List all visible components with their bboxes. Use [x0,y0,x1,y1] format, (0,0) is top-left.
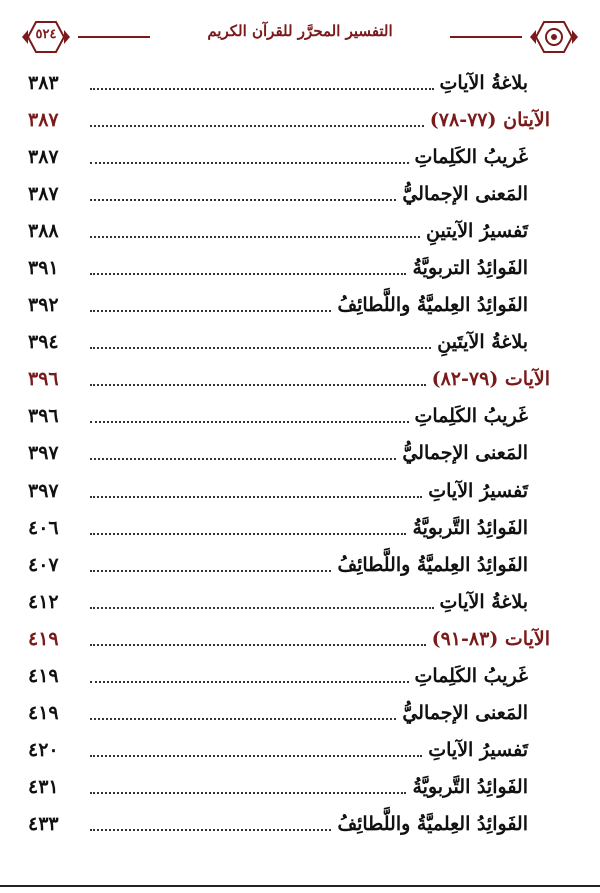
dot-leader [90,199,396,201]
toc-page-number: ٣٩٧ [28,479,59,502]
toc-entry-row [28,583,550,620]
toc-entry-label: الفَوائِدُ العِلميَّةُ واللَّطائِفُ [337,813,528,836]
toc-entry-row [28,658,550,695]
toc-entry-label: غَريبُ الكَلِماتِ [414,665,528,688]
dot-leader [90,347,431,349]
toc-section-row [28,620,550,657]
dot-leader [90,310,331,312]
toc-page-number: ٣٩٦ [28,368,59,391]
page-number: ٥٢٤ [35,27,57,42]
dot-leader [90,718,396,720]
toc-page-number: ٤٠٧ [28,553,59,576]
toc-entry-row [28,806,550,843]
toc-page-number: ٤٣١ [28,776,59,799]
dot-leader [90,644,426,646]
book-title: التفسير المحرَّر للقرآن الكريم [150,22,450,40]
toc-entry-label: المَعنى الإجماليُّ [402,442,528,465]
toc-page-number: ٣٨٧ [28,182,59,205]
dot-leader [90,607,434,609]
dot-leader [90,384,426,386]
dot-leader [90,458,396,460]
toc-page-number: ٣٩٦ [28,405,59,428]
toc-entry-row [28,212,550,249]
toc-entry-label: الفَوائِدُ العِلميَّةُ واللَّطائِفُ [337,294,528,317]
footer-rule [0,885,600,887]
toc-entry-row [28,546,550,583]
toc-entry-label: بلاغةُ الآياتِ [439,590,528,613]
dot-leader [90,162,409,164]
dot-leader [90,792,406,794]
toc-entry-label: غَريبُ الكَلِماتِ [414,145,528,168]
toc-entry-row [28,287,550,324]
toc-entry-label: الفَوائِدُ التربويَّةُ [412,257,528,280]
toc-entry-label: بلاغةُ الآيتَينِ [437,331,528,354]
ornament-flower-icon [528,18,580,56]
page-header [20,18,580,56]
toc-entry-row [28,435,550,472]
toc-page-number: ٣٨٧ [28,145,59,168]
toc-section-row [28,361,550,398]
toc-entry-label: بلاغةُ الآياتِ [439,71,528,94]
toc-entry-row [28,509,550,546]
toc-page-number: ٣٨٣ [28,71,59,94]
toc-page-number: ٤٠٦ [28,516,59,539]
toc-section-row [28,101,550,138]
ornament-right [528,18,580,56]
toc-page-number: ٤١٩ [28,665,59,688]
toc-entry-label: الفَوائِدُ العِلميَّةُ واللَّطائِفُ [337,553,528,576]
toc-entry-label: المَعنى الإجماليُّ [402,182,528,205]
toc-entry-row [28,138,550,175]
toc-entry-row [28,398,550,435]
dot-leader [90,681,409,683]
page-number-ornament [20,18,72,56]
toc-page-number: ٤٢٠ [28,739,59,762]
toc-page-number: ٤١٩ [28,627,59,650]
toc-page-number: ٣٩١ [28,257,59,280]
dot-leader [90,88,434,90]
toc-entry-label: الآيات (٨٣-٩١) [431,627,550,650]
toc-entry-row [28,769,550,806]
toc-entry-label: المَعنى الإجماليُّ [402,702,528,725]
toc-entry-label: تَفسيرُ الآيتينِ [425,219,528,242]
toc-entry-row [28,64,550,101]
toc-page-number: ٣٩٤ [28,331,59,354]
toc-entry-row [28,324,550,361]
toc-entry-label: تَفسيرُ الآياتِ [428,739,528,762]
table-of-contents [28,64,550,843]
toc-entry-label: تَفسيرُ الآياتِ [428,479,528,502]
toc-page-number: ٤٣٣ [28,813,59,836]
toc-entry-label: الآيات (٧٩-٨٢) [431,368,550,391]
toc-page-number: ٣٩٧ [28,442,59,465]
dot-leader [90,829,331,831]
toc-page-number: ٣٩٢ [28,294,59,317]
toc-page-number: ٤١٩ [28,702,59,725]
dot-leader [90,570,331,572]
dot-leader [90,496,422,498]
dot-leader [90,125,424,127]
toc-entry-row [28,732,550,769]
toc-page-number: ٣٨٧ [28,108,59,131]
dot-leader [90,755,422,757]
toc-entry-label: الفَوائِدُ التَّربويَّةُ [412,776,528,799]
toc-page-number: ٤١٢ [28,590,59,613]
toc-entry-label: الفَوائِدُ التَّربويَّةُ [412,516,528,539]
toc-entry-row [28,175,550,212]
toc-entry-label: غَريبُ الكَلِماتِ [414,405,528,428]
toc-entry-row [28,249,550,286]
dot-leader [90,533,406,535]
toc-page-number: ٣٨٨ [28,219,59,242]
toc-entry-row [28,472,550,509]
dot-leader [90,236,420,238]
toc-entry-row [28,695,550,732]
dot-leader [90,421,409,423]
dot-leader [90,273,406,275]
toc-entry-label: الآيتان (٧٧-٧٨) [429,108,550,131]
